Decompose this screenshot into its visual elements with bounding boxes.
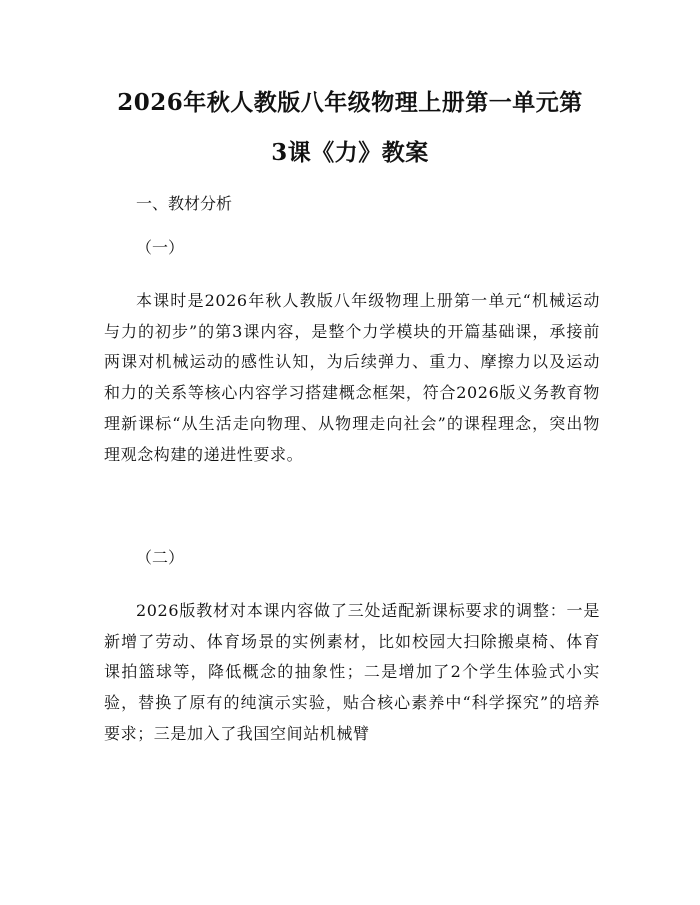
title-line-2: 3课《力》教案 xyxy=(271,139,429,166)
subsection-heading-2: （二） xyxy=(136,548,185,567)
paragraph-1: 本课时是2026年秋人教版八年级物理上册第一单元“机械运动与力的初步”的第3课内容，是整个力学模块的开篇基础课，承接前两课对机械运动的感性认知，为后续弹力、重力、摩擦力以及运动和力的关系等核心内容学习搭建概念框架，符合2026版义务教育物理新课标“从生活走向物理、从物理走向社会”的课程理念，突出物理观念构建的递进性要求。 xyxy=(104,291,600,464)
paragraph-2: 2026版教材对本课内容做了三处适配新课标要求的调整：一是新增了劳动、体育场景的实例素材，比如校园大扫除搬桌椅、体育课拍篮球等，降低概念的抽象性；二是增加了2个学生体验式小实验，替换了原有的纯演示实验，贴合核心素养中“科学探究”的培养要求；三是加入了我国空间站机械臂 xyxy=(104,601,600,743)
document-title xyxy=(95,78,605,178)
section-heading-teaching-material-analysis: 一、教材分析 xyxy=(136,194,233,213)
title-line-1: 2026年秋人教版八年级物理上册第一单元第 xyxy=(117,89,583,116)
subsection-heading-1: （一） xyxy=(136,238,185,257)
